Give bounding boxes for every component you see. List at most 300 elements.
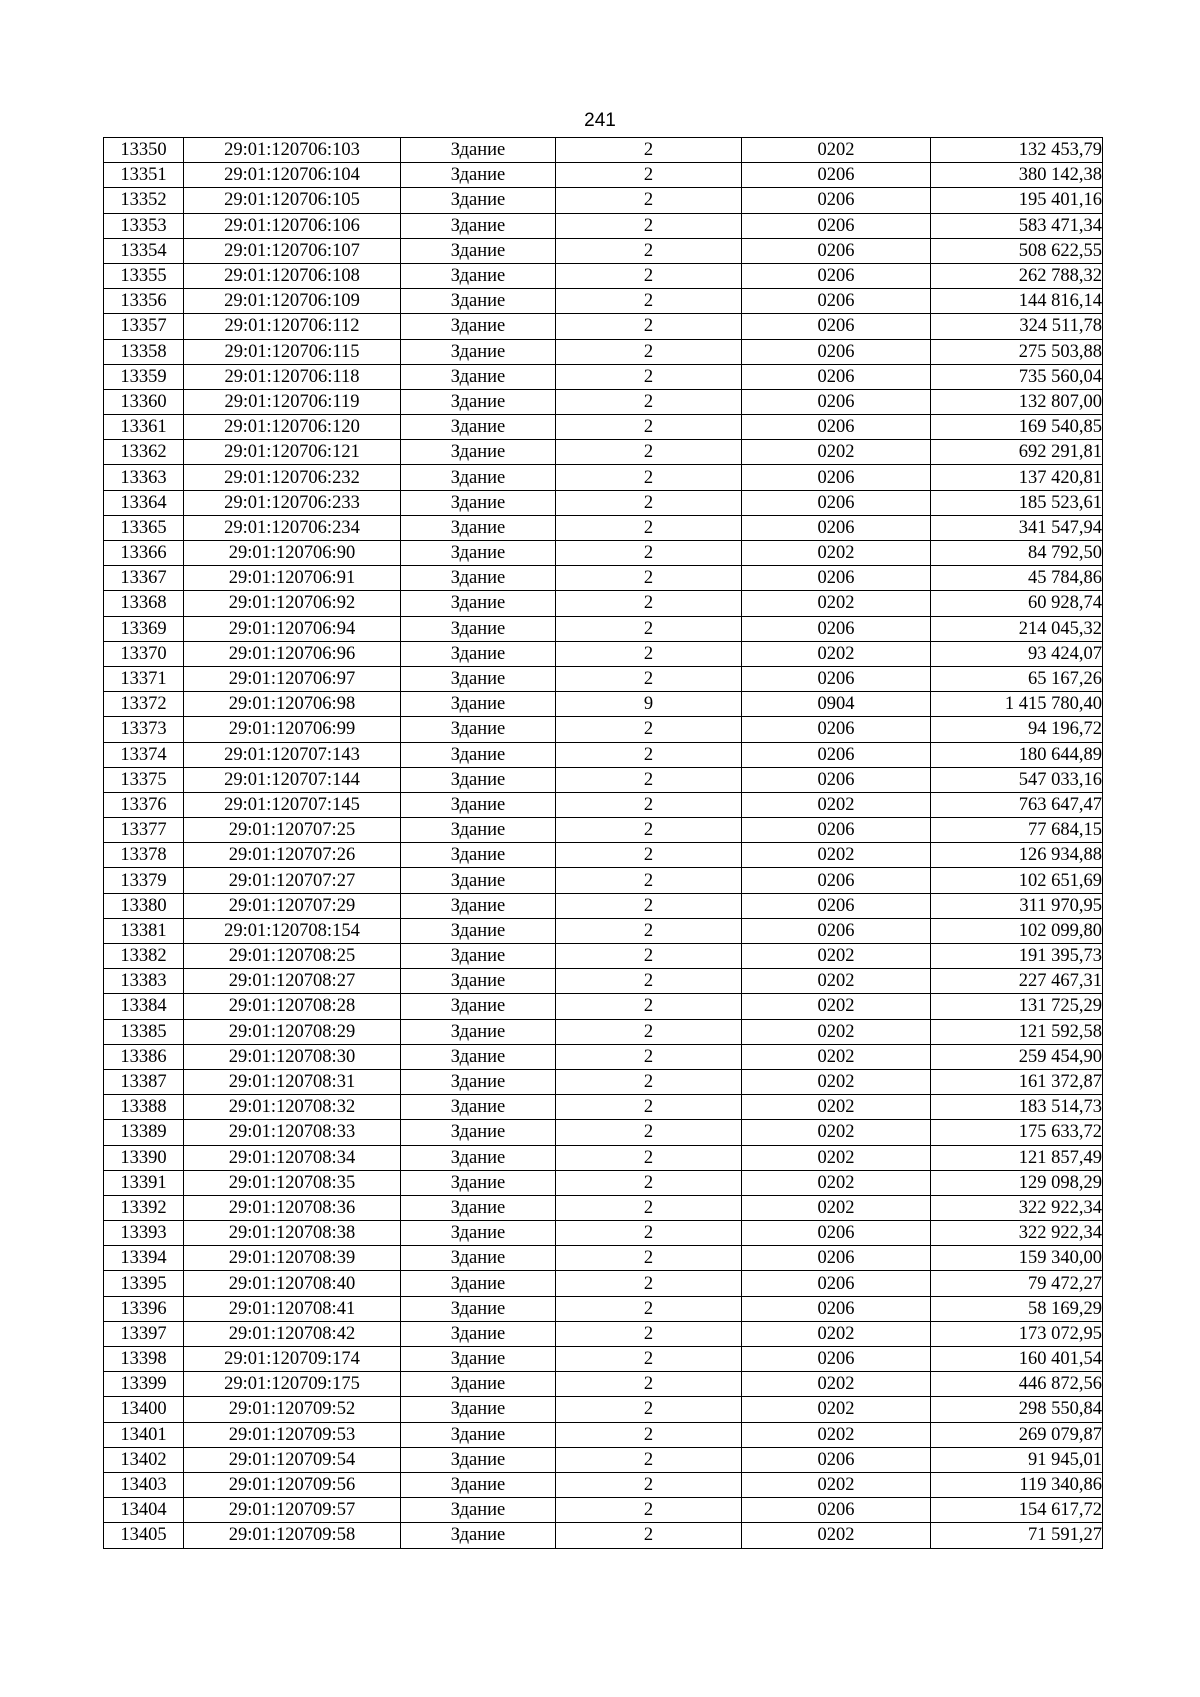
cadastral-value-cell: 195 401,16 bbox=[931, 188, 1103, 213]
code-cell: 0202 bbox=[742, 138, 931, 163]
cadastral-number-cell: 29:01:120708:40 bbox=[184, 1271, 401, 1296]
table-row bbox=[104, 742, 1103, 767]
cadastral-number-cell: 29:01:120707:144 bbox=[184, 767, 401, 792]
cadastral-number-cell: 29:01:120706:234 bbox=[184, 515, 401, 540]
cadastral-value-cell: 45 784,86 bbox=[931, 566, 1103, 591]
code-cell: 0206 bbox=[742, 238, 931, 263]
table-row bbox=[104, 1145, 1103, 1170]
group-cell: 2 bbox=[556, 893, 742, 918]
table-row bbox=[104, 843, 1103, 868]
code-cell: 0206 bbox=[742, 213, 931, 238]
cadastral-number-cell: 29:01:120709:52 bbox=[184, 1397, 401, 1422]
cadastral-number-cell: 29:01:120706:106 bbox=[184, 213, 401, 238]
cadastral-value-cell: 144 816,14 bbox=[931, 289, 1103, 314]
code-cell: 0206 bbox=[742, 163, 931, 188]
row-number-cell: 13380 bbox=[104, 893, 184, 918]
group-cell: 2 bbox=[556, 1347, 742, 1372]
object-type-cell: Здание bbox=[401, 918, 556, 943]
cadastral-value-cell: 322 922,34 bbox=[931, 1195, 1103, 1220]
table-row bbox=[104, 666, 1103, 691]
table-row bbox=[104, 1069, 1103, 1094]
table-row bbox=[104, 440, 1103, 465]
object-type-cell: Здание bbox=[401, 1069, 556, 1094]
object-type-cell: Здание bbox=[401, 440, 556, 465]
group-cell: 9 bbox=[556, 692, 742, 717]
cadastral-number-cell: 29:01:120706:120 bbox=[184, 415, 401, 440]
cadastral-value-cell: 341 547,94 bbox=[931, 515, 1103, 540]
cadastral-number-cell: 29:01:120706:98 bbox=[184, 692, 401, 717]
cadastral-number-cell: 29:01:120709:175 bbox=[184, 1372, 401, 1397]
object-type-cell: Здание bbox=[401, 314, 556, 339]
row-number-cell: 13375 bbox=[104, 767, 184, 792]
cadastral-value-cell: 169 540,85 bbox=[931, 415, 1103, 440]
table-row bbox=[104, 994, 1103, 1019]
row-number-cell: 13361 bbox=[104, 415, 184, 440]
cadastral-value-cell: 126 934,88 bbox=[931, 843, 1103, 868]
code-cell: 0202 bbox=[742, 591, 931, 616]
cadastral-number-cell: 29:01:120707:145 bbox=[184, 792, 401, 817]
table-row bbox=[104, 767, 1103, 792]
cadastral-value-cell: 91 945,01 bbox=[931, 1447, 1103, 1472]
table-row bbox=[104, 490, 1103, 515]
group-cell: 2 bbox=[556, 238, 742, 263]
group-cell: 2 bbox=[556, 364, 742, 389]
object-type-cell: Здание bbox=[401, 641, 556, 666]
group-cell: 2 bbox=[556, 616, 742, 641]
table-row bbox=[104, 289, 1103, 314]
table-row bbox=[104, 138, 1103, 163]
object-type-cell: Здание bbox=[401, 541, 556, 566]
table-row bbox=[104, 364, 1103, 389]
object-type-cell: Здание bbox=[401, 238, 556, 263]
table-row bbox=[104, 188, 1103, 213]
row-number-cell: 13400 bbox=[104, 1397, 184, 1422]
cadastral-value-cell: 121 592,58 bbox=[931, 1019, 1103, 1044]
group-cell: 2 bbox=[556, 314, 742, 339]
code-cell: 0904 bbox=[742, 692, 931, 717]
row-number-cell: 13355 bbox=[104, 263, 184, 288]
object-type-cell: Здание bbox=[401, 263, 556, 288]
group-cell: 2 bbox=[556, 1321, 742, 1346]
table-row bbox=[104, 1019, 1103, 1044]
group-cell: 2 bbox=[556, 490, 742, 515]
cadastral-number-cell: 29:01:120706:118 bbox=[184, 364, 401, 389]
cadastral-number-cell: 29:01:120706:90 bbox=[184, 541, 401, 566]
page-number: 241 bbox=[584, 110, 616, 131]
cadastral-value-cell: 175 633,72 bbox=[931, 1120, 1103, 1145]
cadastral-number-cell: 29:01:120706:96 bbox=[184, 641, 401, 666]
cadastral-number-cell: 29:01:120708:29 bbox=[184, 1019, 401, 1044]
code-cell: 0206 bbox=[742, 289, 931, 314]
cadastral-number-cell: 29:01:120709:58 bbox=[184, 1523, 401, 1548]
object-type-cell: Здание bbox=[401, 1145, 556, 1170]
table-row bbox=[104, 1472, 1103, 1497]
object-type-cell: Здание bbox=[401, 465, 556, 490]
group-cell: 2 bbox=[556, 1472, 742, 1497]
cadastral-number-cell: 29:01:120706:119 bbox=[184, 389, 401, 414]
row-number-cell: 13366 bbox=[104, 541, 184, 566]
cadastral-value-cell: 102 099,80 bbox=[931, 918, 1103, 943]
object-type-cell: Здание bbox=[401, 364, 556, 389]
code-cell: 0206 bbox=[742, 918, 931, 943]
code-cell: 0206 bbox=[742, 188, 931, 213]
group-cell: 2 bbox=[556, 843, 742, 868]
row-number-cell: 13376 bbox=[104, 792, 184, 817]
cadastral-number-cell: 29:01:120708:30 bbox=[184, 1044, 401, 1069]
row-number-cell: 13383 bbox=[104, 969, 184, 994]
cadastral-number-cell: 29:01:120706:91 bbox=[184, 566, 401, 591]
cadastral-value-cell: 735 560,04 bbox=[931, 364, 1103, 389]
cadastral-value-cell: 185 523,61 bbox=[931, 490, 1103, 515]
table-row bbox=[104, 717, 1103, 742]
row-number-cell: 13377 bbox=[104, 818, 184, 843]
cadastral-number-cell: 29:01:120708:36 bbox=[184, 1195, 401, 1220]
code-cell: 0206 bbox=[742, 717, 931, 742]
group-cell: 2 bbox=[556, 138, 742, 163]
table-row bbox=[104, 591, 1103, 616]
code-cell: 0202 bbox=[742, 1145, 931, 1170]
cadastral-number-cell: 29:01:120708:27 bbox=[184, 969, 401, 994]
row-number-cell: 13403 bbox=[104, 1472, 184, 1497]
group-cell: 2 bbox=[556, 163, 742, 188]
code-cell: 0206 bbox=[742, 818, 931, 843]
cadastral-value-cell: 1 415 780,40 bbox=[931, 692, 1103, 717]
code-cell: 0206 bbox=[742, 666, 931, 691]
group-cell: 2 bbox=[556, 868, 742, 893]
cadastral-value-cell: 154 617,72 bbox=[931, 1498, 1103, 1523]
cadastral-number-cell: 29:01:120709:56 bbox=[184, 1472, 401, 1497]
code-cell: 0202 bbox=[742, 1069, 931, 1094]
code-cell: 0206 bbox=[742, 1246, 931, 1271]
code-cell: 0206 bbox=[742, 263, 931, 288]
cadastral-value-cell: 227 467,31 bbox=[931, 969, 1103, 994]
code-cell: 0202 bbox=[742, 1372, 931, 1397]
row-number-cell: 13352 bbox=[104, 188, 184, 213]
group-cell: 2 bbox=[556, 717, 742, 742]
code-cell: 0202 bbox=[742, 944, 931, 969]
object-type-cell: Здание bbox=[401, 616, 556, 641]
object-type-cell: Здание bbox=[401, 1095, 556, 1120]
cadastral-value-cell: 269 079,87 bbox=[931, 1422, 1103, 1447]
object-type-cell: Здание bbox=[401, 389, 556, 414]
code-cell: 0206 bbox=[742, 767, 931, 792]
cadastral-value-cell: 214 045,32 bbox=[931, 616, 1103, 641]
code-cell: 0202 bbox=[742, 969, 931, 994]
table-row bbox=[104, 339, 1103, 364]
object-type-cell: Здание bbox=[401, 1221, 556, 1246]
row-number-cell: 13362 bbox=[104, 440, 184, 465]
cadastral-value-cell: 160 401,54 bbox=[931, 1347, 1103, 1372]
cadastral-value-cell: 692 291,81 bbox=[931, 440, 1103, 465]
object-type-cell: Здание bbox=[401, 415, 556, 440]
cadastral-value-cell: 547 033,16 bbox=[931, 767, 1103, 792]
object-type-cell: Здание bbox=[401, 515, 556, 540]
table-row bbox=[104, 1498, 1103, 1523]
cadastral-number-cell: 29:01:120706:104 bbox=[184, 163, 401, 188]
row-number-cell: 13372 bbox=[104, 692, 184, 717]
table-row bbox=[104, 238, 1103, 263]
object-type-cell: Здание bbox=[401, 818, 556, 843]
row-number-cell: 13365 bbox=[104, 515, 184, 540]
cadastral-value-cell: 262 788,32 bbox=[931, 263, 1103, 288]
cadastral-value-cell: 508 622,55 bbox=[931, 238, 1103, 263]
table-row bbox=[104, 566, 1103, 591]
table-row bbox=[104, 415, 1103, 440]
group-cell: 2 bbox=[556, 792, 742, 817]
object-type-cell: Здание bbox=[401, 666, 556, 691]
cadastral-number-cell: 29:01:120708:31 bbox=[184, 1069, 401, 1094]
cadastral-number-cell: 29:01:120708:35 bbox=[184, 1170, 401, 1195]
code-cell: 0206 bbox=[742, 868, 931, 893]
object-type-cell: Здание bbox=[401, 1472, 556, 1497]
row-number-cell: 13379 bbox=[104, 868, 184, 893]
cadastral-value-cell: 583 471,34 bbox=[931, 213, 1103, 238]
row-number-cell: 13401 bbox=[104, 1422, 184, 1447]
code-cell: 0206 bbox=[742, 314, 931, 339]
row-number-cell: 13396 bbox=[104, 1296, 184, 1321]
table-row bbox=[104, 213, 1103, 238]
cadastral-number-cell: 29:01:120708:32 bbox=[184, 1095, 401, 1120]
object-type-cell: Здание bbox=[401, 1170, 556, 1195]
cadastral-value-cell: 324 511,78 bbox=[931, 314, 1103, 339]
cadastral-value-cell: 763 647,47 bbox=[931, 792, 1103, 817]
table-row bbox=[104, 515, 1103, 540]
object-type-cell: Здание bbox=[401, 1447, 556, 1472]
table-row bbox=[104, 1170, 1103, 1195]
table-row bbox=[104, 1095, 1103, 1120]
code-cell: 0206 bbox=[742, 742, 931, 767]
group-cell: 2 bbox=[556, 1195, 742, 1220]
row-number-cell: 13393 bbox=[104, 1221, 184, 1246]
cadastral-value-cell: 84 792,50 bbox=[931, 541, 1103, 566]
group-cell: 2 bbox=[556, 1397, 742, 1422]
row-number-cell: 13356 bbox=[104, 289, 184, 314]
group-cell: 2 bbox=[556, 767, 742, 792]
cadastral-value-cell: 298 550,84 bbox=[931, 1397, 1103, 1422]
object-type-cell: Здание bbox=[401, 1271, 556, 1296]
row-number-cell: 13382 bbox=[104, 944, 184, 969]
cadastral-value-cell: 119 340,86 bbox=[931, 1472, 1103, 1497]
row-number-cell: 13360 bbox=[104, 389, 184, 414]
code-cell: 0206 bbox=[742, 415, 931, 440]
row-number-cell: 13402 bbox=[104, 1447, 184, 1472]
cadastral-value-cell: 102 651,69 bbox=[931, 868, 1103, 893]
row-number-cell: 13369 bbox=[104, 616, 184, 641]
cadastral-number-cell: 29:01:120706:97 bbox=[184, 666, 401, 691]
code-cell: 0202 bbox=[742, 440, 931, 465]
group-cell: 2 bbox=[556, 440, 742, 465]
cadastral-value-cell: 275 503,88 bbox=[931, 339, 1103, 364]
table-row bbox=[104, 818, 1103, 843]
object-type-cell: Здание bbox=[401, 1498, 556, 1523]
code-cell: 0202 bbox=[742, 1321, 931, 1346]
code-cell: 0206 bbox=[742, 465, 931, 490]
cadastral-value-cell: 322 922,34 bbox=[931, 1221, 1103, 1246]
cadastral-number-cell: 29:01:120708:33 bbox=[184, 1120, 401, 1145]
code-cell: 0206 bbox=[742, 1271, 931, 1296]
cadastral-number-cell: 29:01:120706:92 bbox=[184, 591, 401, 616]
table-row bbox=[104, 1422, 1103, 1447]
group-cell: 2 bbox=[556, 1498, 742, 1523]
cadastral-value-cell: 71 591,27 bbox=[931, 1523, 1103, 1548]
row-number-cell: 13370 bbox=[104, 641, 184, 666]
code-cell: 0202 bbox=[742, 1472, 931, 1497]
cadastral-number-cell: 29:01:120706:108 bbox=[184, 263, 401, 288]
cadastral-value-cell: 137 420,81 bbox=[931, 465, 1103, 490]
table-row bbox=[104, 616, 1103, 641]
table-row bbox=[104, 1347, 1103, 1372]
table-row bbox=[104, 641, 1103, 666]
cadastral-number-cell: 29:01:120707:27 bbox=[184, 868, 401, 893]
code-cell: 0206 bbox=[742, 364, 931, 389]
code-cell: 0202 bbox=[742, 1019, 931, 1044]
object-type-cell: Здание bbox=[401, 843, 556, 868]
cadastral-value-cell: 60 928,74 bbox=[931, 591, 1103, 616]
row-number-cell: 13367 bbox=[104, 566, 184, 591]
group-cell: 2 bbox=[556, 415, 742, 440]
row-number-cell: 13350 bbox=[104, 138, 184, 163]
row-number-cell: 13394 bbox=[104, 1246, 184, 1271]
row-number-cell: 13353 bbox=[104, 213, 184, 238]
cadastral-number-cell: 29:01:120706:109 bbox=[184, 289, 401, 314]
object-type-cell: Здание bbox=[401, 1296, 556, 1321]
code-cell: 0206 bbox=[742, 1498, 931, 1523]
object-type-cell: Здание bbox=[401, 566, 556, 591]
row-number-cell: 13404 bbox=[104, 1498, 184, 1523]
object-type-cell: Здание bbox=[401, 994, 556, 1019]
group-cell: 2 bbox=[556, 818, 742, 843]
code-cell: 0202 bbox=[742, 994, 931, 1019]
code-cell: 0202 bbox=[742, 641, 931, 666]
row-number-cell: 13390 bbox=[104, 1145, 184, 1170]
table-row bbox=[104, 263, 1103, 288]
cadastral-value-cell: 132 453,79 bbox=[931, 138, 1103, 163]
code-cell: 0206 bbox=[742, 339, 931, 364]
table-row bbox=[104, 389, 1103, 414]
group-cell: 2 bbox=[556, 1120, 742, 1145]
object-type-cell: Здание bbox=[401, 1523, 556, 1548]
code-cell: 0206 bbox=[742, 566, 931, 591]
object-type-cell: Здание bbox=[401, 1372, 556, 1397]
object-type-cell: Здание bbox=[401, 717, 556, 742]
row-number-cell: 13368 bbox=[104, 591, 184, 616]
table-row bbox=[104, 969, 1103, 994]
table-row bbox=[104, 1246, 1103, 1271]
cadastral-value-cell: 180 644,89 bbox=[931, 742, 1103, 767]
group-cell: 2 bbox=[556, 1170, 742, 1195]
group-cell: 2 bbox=[556, 541, 742, 566]
code-cell: 0206 bbox=[742, 515, 931, 540]
code-cell: 0206 bbox=[742, 893, 931, 918]
cadastral-number-cell: 29:01:120706:233 bbox=[184, 490, 401, 515]
table-row bbox=[104, 465, 1103, 490]
row-number-cell: 13395 bbox=[104, 1271, 184, 1296]
object-type-cell: Здание bbox=[401, 767, 556, 792]
group-cell: 2 bbox=[556, 1271, 742, 1296]
table-body bbox=[104, 138, 1103, 1549]
object-type-cell: Здание bbox=[401, 1246, 556, 1271]
row-number-cell: 13364 bbox=[104, 490, 184, 515]
cadastral-value-cell: 94 196,72 bbox=[931, 717, 1103, 742]
cadastral-value-cell: 131 725,29 bbox=[931, 994, 1103, 1019]
row-number-cell: 13363 bbox=[104, 465, 184, 490]
row-number-cell: 13397 bbox=[104, 1321, 184, 1346]
object-type-cell: Здание bbox=[401, 289, 556, 314]
group-cell: 2 bbox=[556, 465, 742, 490]
row-number-cell: 13378 bbox=[104, 843, 184, 868]
cadastral-value-cell: 129 098,29 bbox=[931, 1170, 1103, 1195]
cadastral-number-cell: 29:01:120708:41 bbox=[184, 1296, 401, 1321]
cadastral-value-cell: 259 454,90 bbox=[931, 1044, 1103, 1069]
code-cell: 0206 bbox=[742, 389, 931, 414]
cadastral-number-cell: 29:01:120709:174 bbox=[184, 1347, 401, 1372]
table-row bbox=[104, 1447, 1103, 1472]
cadastral-value-cell: 183 514,73 bbox=[931, 1095, 1103, 1120]
cadastral-value-table bbox=[103, 137, 1103, 1549]
object-type-cell: Здание bbox=[401, 138, 556, 163]
table-row bbox=[104, 1372, 1103, 1397]
code-cell: 0202 bbox=[742, 1422, 931, 1447]
table-row bbox=[104, 692, 1103, 717]
group-cell: 2 bbox=[556, 1044, 742, 1069]
table-row bbox=[104, 163, 1103, 188]
row-number-cell: 13381 bbox=[104, 918, 184, 943]
row-number-cell: 13388 bbox=[104, 1095, 184, 1120]
code-cell: 0202 bbox=[742, 1170, 931, 1195]
row-number-cell: 13357 bbox=[104, 314, 184, 339]
cadastral-number-cell: 29:01:120707:25 bbox=[184, 818, 401, 843]
group-cell: 2 bbox=[556, 641, 742, 666]
table-row bbox=[104, 541, 1103, 566]
group-cell: 2 bbox=[556, 213, 742, 238]
table-row bbox=[104, 314, 1103, 339]
table-row bbox=[104, 1120, 1103, 1145]
object-type-cell: Здание bbox=[401, 1044, 556, 1069]
group-cell: 2 bbox=[556, 566, 742, 591]
object-type-cell: Здание bbox=[401, 490, 556, 515]
group-cell: 2 bbox=[556, 515, 742, 540]
row-number-cell: 13405 bbox=[104, 1523, 184, 1548]
cadastral-number-cell: 29:01:120706:121 bbox=[184, 440, 401, 465]
group-cell: 2 bbox=[556, 918, 742, 943]
group-cell: 2 bbox=[556, 1447, 742, 1472]
row-number-cell: 13371 bbox=[104, 666, 184, 691]
cadastral-value-cell: 311 970,95 bbox=[931, 893, 1103, 918]
row-number-cell: 13358 bbox=[104, 339, 184, 364]
object-type-cell: Здание bbox=[401, 188, 556, 213]
group-cell: 2 bbox=[556, 1221, 742, 1246]
object-type-cell: Здание bbox=[401, 868, 556, 893]
group-cell: 2 bbox=[556, 969, 742, 994]
cadastral-value-cell: 58 169,29 bbox=[931, 1296, 1103, 1321]
row-number-cell: 13386 bbox=[104, 1044, 184, 1069]
code-cell: 0202 bbox=[742, 1120, 931, 1145]
cadastral-number-cell: 29:01:120708:39 bbox=[184, 1246, 401, 1271]
cadastral-number-cell: 29:01:120709:53 bbox=[184, 1422, 401, 1447]
group-cell: 2 bbox=[556, 339, 742, 364]
row-number-cell: 13387 bbox=[104, 1069, 184, 1094]
cadastral-number-cell: 29:01:120706:232 bbox=[184, 465, 401, 490]
cadastral-value-cell: 77 684,15 bbox=[931, 818, 1103, 843]
table-row bbox=[104, 792, 1103, 817]
cadastral-value-cell: 191 395,73 bbox=[931, 944, 1103, 969]
group-cell: 2 bbox=[556, 666, 742, 691]
cadastral-value-cell: 380 142,38 bbox=[931, 163, 1103, 188]
cadastral-number-cell: 29:01:120707:29 bbox=[184, 893, 401, 918]
table-row bbox=[104, 1271, 1103, 1296]
row-number-cell: 13385 bbox=[104, 1019, 184, 1044]
table-row bbox=[104, 944, 1103, 969]
